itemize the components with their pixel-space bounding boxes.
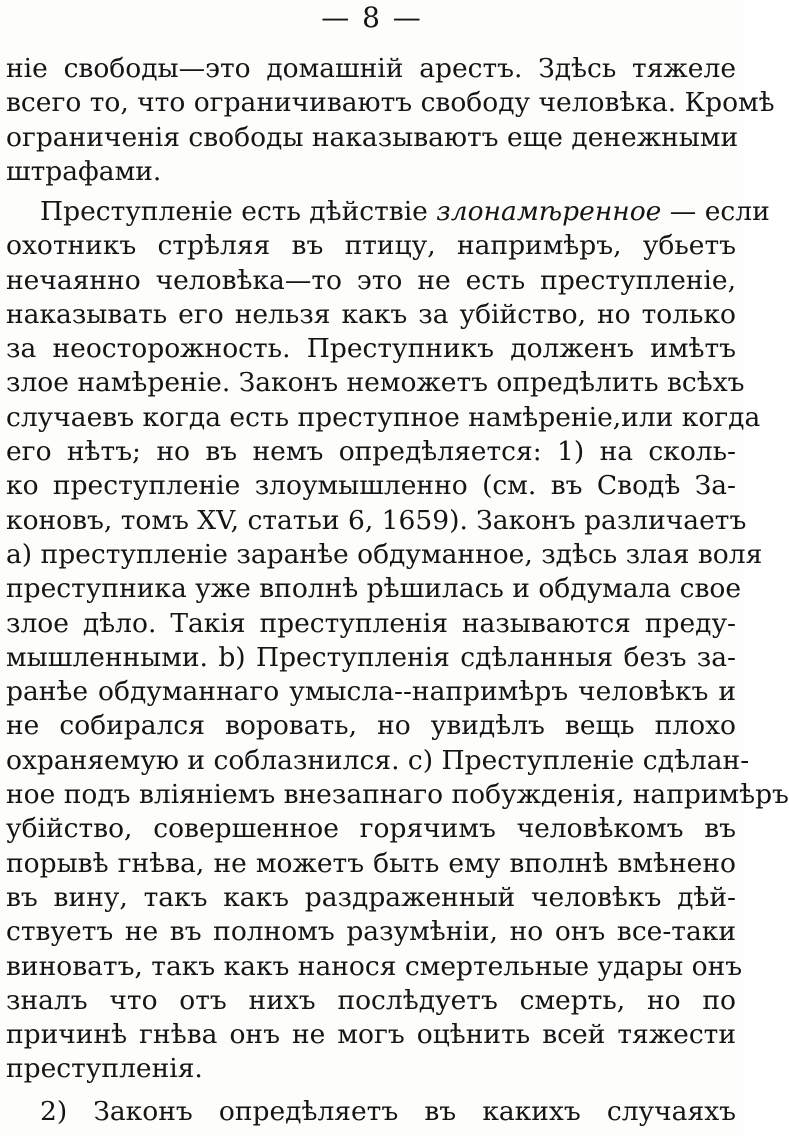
text-line: коновъ, томъ XV, статьи 6, 1659). Законъ различаетъ [6, 504, 747, 536]
text-line: охраняемую и соблазнился. с) Преступленiе сдѣлан- [6, 744, 750, 776]
emphasized-term: злонамѣренное [436, 196, 662, 227]
text-line: причинѣ гнѣва онъ не могъ оцѣнить всей тяжести [6, 1019, 736, 1051]
text-line: 2) Законъ опредѣляетъ въ какихъ случаяхъ [40, 1096, 736, 1127]
text-line: нечаянно человѣка—то это не есть преступленiе, [6, 264, 736, 296]
page-number: — 8 — [321, 1, 423, 34]
text-line: преступленiя. [6, 1053, 203, 1085]
text-line: ствуетъ не въ полномъ разумѣнiи, но онъ все-таки [6, 916, 736, 948]
text-line: мышленными. b) Преступленiя сдѣланныя безъ за- [6, 641, 736, 673]
text-line: убiйство, совершенное горячимъ человѣкомъ въ [6, 813, 736, 845]
text-line: наказывать его нельзя какъ за убiйство, но только [6, 298, 736, 330]
text-line: въ вину, такъ какъ раздраженный человѣкъ дѣй- [6, 881, 736, 913]
text-line: ограниченiя свободы наказываютъ еще денежными [6, 121, 739, 153]
text-run: Преступленiе есть дѣйствiе [40, 196, 437, 227]
text-line: преступника уже вполнѣ рѣшилась и обдумала свое [6, 573, 742, 605]
text-line: ко преступленiе злоумышленно (см. въ Сводѣ За- [6, 470, 736, 502]
text-line [6, 195, 770, 229]
text-line: за неосторожность. Преступникъ долженъ имѣтъ [6, 333, 736, 365]
text-line: охотникъ стрѣляя въ птицу, напримѣръ, убьетъ [6, 230, 736, 262]
paragraph-2 [6, 195, 789, 1087]
text-run: — если [661, 196, 770, 227]
text-line: злое дѣло. Такiя преступленiя называются преду- [6, 607, 736, 639]
paragraph-3 [6, 1095, 736, 1129]
text-line: нie свободы—это домашнiй арестъ. Здѣсь тяжеле [6, 53, 736, 84]
text-line: не собирался воровать, но увидѣлъ вещь плохо [6, 710, 736, 742]
text-line: всего то, что ограничиваютъ свободу человѣка. Кромѣ [6, 87, 775, 119]
text-line: виноватъ, такъ какъ нанося смертельные удары онъ [6, 950, 743, 982]
text-line: зналъ что отъ нихъ послѣдуетъ смерть, но по [6, 984, 736, 1016]
text-line: злое намѣренiе. Законъ неможетъ опредѣлить всѣхъ [6, 367, 745, 399]
text-line: а) преступленiе заранѣе обдуманное, здѣсь злая воля [6, 538, 763, 570]
text-line: порывѣ гнѣва, не можетъ быть ему вполнѣ вмѣнено [6, 847, 736, 879]
text-line: случаевъ когда есть преступное намѣренiе,или когда [6, 401, 761, 433]
text-line: ное подъ влiянiемъ внезапнаго побужденiя, напримѣръ [6, 779, 789, 811]
text-line: штрафами. [6, 155, 162, 187]
text-line: ранѣе обдуманнаго умысла--напримѣръ человѣкъ и [6, 676, 736, 708]
paragraph-1 [6, 52, 775, 189]
text-line: его нѣтъ; но въ немъ опредѣляется: 1) на сколь- [6, 436, 736, 468]
